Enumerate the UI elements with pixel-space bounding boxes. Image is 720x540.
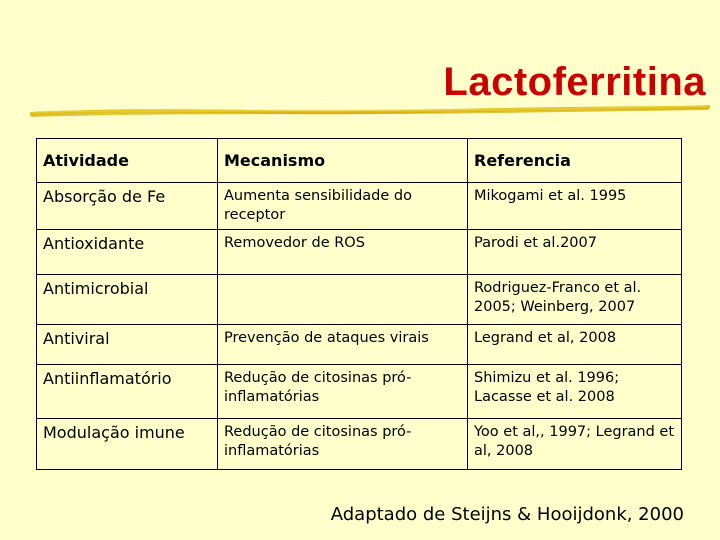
cell-atividade: Antimicrobial (37, 275, 218, 325)
table-row (37, 230, 682, 275)
table-row (37, 325, 682, 365)
cell-atividade: Antiviral (37, 325, 218, 365)
cell-referencia: Parodi et al.2007 (468, 230, 682, 275)
header-referencia: Referencia (468, 139, 682, 183)
activity-table (36, 138, 682, 470)
cell-referencia: Mikogami et al. 1995 (468, 183, 682, 230)
cell-referencia: Legrand et al, 2008 (468, 325, 682, 365)
table-row (37, 275, 682, 325)
table-header-row (37, 139, 682, 183)
slide-title: Lactoferritina (443, 60, 706, 104)
cell-mecanismo: Redução de citosinas pró-inflamatórias (218, 365, 468, 419)
header-atividade: Atividade (37, 139, 218, 183)
cell-mecanismo (218, 275, 468, 325)
cell-referencia: Rodriguez-Franco et al. 2005; Weinberg, 2007 (468, 275, 682, 325)
cell-referencia: Shimizu et al. 1996; Lacasse et al. 2008 (468, 365, 682, 419)
cell-referencia: Yoo et al,, 1997; Legrand et al, 2008 (468, 419, 682, 470)
header-mecanismo: Mecanismo (218, 139, 468, 183)
cell-atividade: Antioxidante (37, 230, 218, 275)
cell-mecanismo: Prevenção de ataques virais (218, 325, 468, 365)
cell-atividade: Antiinflamatório (37, 365, 218, 419)
table-row (37, 365, 682, 419)
cell-mecanismo: Removedor de ROS (218, 230, 468, 275)
cell-mecanismo: Aumenta sensibilidade do receptor (218, 183, 468, 230)
cell-atividade: Absorção de Fe (37, 183, 218, 230)
cell-mecanismo: Redução de citosinas pró-inflamatórias (218, 419, 468, 470)
title-underline (30, 104, 710, 120)
cell-atividade: Modulação imune (37, 419, 218, 470)
table-row (37, 183, 682, 230)
source-credit: Adaptado de Steijns & Hooijdonk, 2000 (330, 504, 684, 525)
table-row (37, 419, 682, 470)
